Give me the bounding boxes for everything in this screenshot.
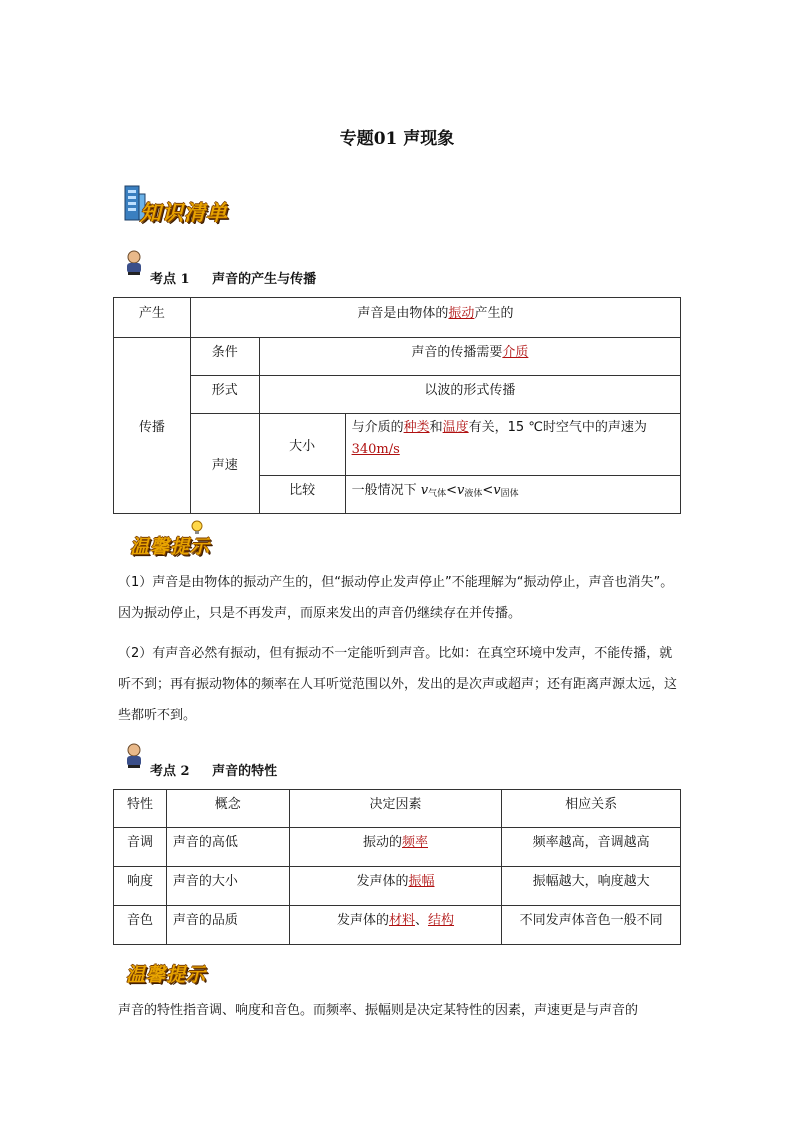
header-factor: 决定因素 bbox=[289, 790, 502, 828]
row-factor: 发声体的振幅 bbox=[289, 867, 502, 906]
row-concept: 声音的大小 bbox=[166, 867, 289, 906]
spread-label-cell: 传播 bbox=[114, 338, 191, 514]
tip1-paragraph-1: （1）声音是由物体的振动产生的，但“振动停止发声停止”不能理解为“振动停止，声音也消失”。因为振动停止，只是不再发声，而原来发出的声音仍继续存在并传播。 bbox=[118, 575, 674, 621]
point2-table bbox=[113, 789, 681, 945]
document-title: 专题01 声现象 bbox=[339, 129, 455, 149]
row-relation: 频率越高，音调越高 bbox=[502, 828, 681, 867]
tip2-paragraph-1: 声音的特性指音调、响度和音色。而频率、振幅则是决定某特性的因素，声速更是与声音的 bbox=[118, 1003, 639, 1018]
point1-label: 考点 1 bbox=[150, 272, 190, 287]
row-prop: 音调 bbox=[114, 828, 167, 867]
tip-banner-2: 温馨提示 bbox=[126, 964, 207, 986]
header-property: 特性 bbox=[114, 790, 167, 828]
produce-content-cell: 声音是由物体的振动产生的 bbox=[190, 298, 680, 338]
condition-content-cell: 声音的传播需要介质 bbox=[259, 338, 680, 376]
row-relation: 不同发声体音色一般不同 bbox=[502, 906, 681, 945]
produce-label-cell: 产生 bbox=[114, 298, 191, 338]
form-content-cell: 以波的形式传播 bbox=[259, 376, 680, 414]
tip1-paragraph-2: （2）有声音必然有振动，但有振动不一定能听到声音。比如：在真空环境中发声，不能传播，就听不到；再有振动物体的频率在人耳听觉范围以外，发出的是次声或超声；还有距离声源太远，这些都听不到。 bbox=[118, 646, 678, 723]
row-relation: 振幅越大，响度越大 bbox=[502, 867, 681, 906]
table-row bbox=[114, 906, 681, 945]
form-label-cell: 形式 bbox=[190, 376, 259, 414]
frequency-key: 频率 bbox=[401, 835, 428, 850]
condition-label-cell: 条件 bbox=[190, 338, 259, 376]
size-label-cell: 大小 bbox=[259, 414, 345, 476]
lightbulb-icon bbox=[190, 520, 204, 536]
size-content-cell: 与介质的种类和温度有关，15 ℃时空气中的声速为 340m/s bbox=[345, 414, 680, 476]
row-factor: 发声体的材料、结构 bbox=[289, 906, 502, 945]
header-relation: 相应关系 bbox=[502, 790, 681, 828]
compare-content-cell: 一般情况下 $v_{气体}<v_{液体}<v_{固体}$ bbox=[345, 476, 680, 514]
structure-key: 结构 bbox=[428, 913, 455, 928]
table-row bbox=[114, 828, 681, 867]
teacher-icon bbox=[124, 250, 144, 276]
point2-name: 声音的特性 bbox=[212, 764, 278, 779]
compare-label-cell: 比较 bbox=[259, 476, 345, 514]
table-row bbox=[114, 867, 681, 906]
type-key: 种类 bbox=[403, 420, 430, 435]
speed-label-cell: 声速 bbox=[190, 414, 259, 514]
row-factor: 振动的频率 bbox=[289, 828, 502, 867]
amplitude-key: 振幅 bbox=[408, 874, 435, 889]
knowledge-banner: 知识清单 bbox=[140, 201, 228, 225]
point1-heading bbox=[150, 268, 316, 287]
header-concept: 概念 bbox=[166, 790, 289, 828]
point2-heading bbox=[150, 760, 277, 779]
material-key: 材料 bbox=[388, 913, 415, 928]
vibration-key: 振动 bbox=[448, 306, 475, 321]
medium-key: 介质 bbox=[502, 345, 529, 360]
teacher-icon bbox=[124, 743, 144, 769]
point1-table bbox=[113, 297, 681, 514]
row-concept: 声音的高低 bbox=[166, 828, 289, 867]
tip-banner-1: 温馨提示 bbox=[130, 536, 211, 558]
speed-value-key: 340m/s bbox=[351, 442, 400, 457]
point1-name: 声音的产生与传播 bbox=[212, 272, 317, 287]
point2-label: 考点 2 bbox=[150, 764, 190, 779]
row-prop: 响度 bbox=[114, 867, 167, 906]
row-concept: 声音的品质 bbox=[166, 906, 289, 945]
temperature-key: 温度 bbox=[442, 420, 469, 435]
row-prop: 音色 bbox=[114, 906, 167, 945]
